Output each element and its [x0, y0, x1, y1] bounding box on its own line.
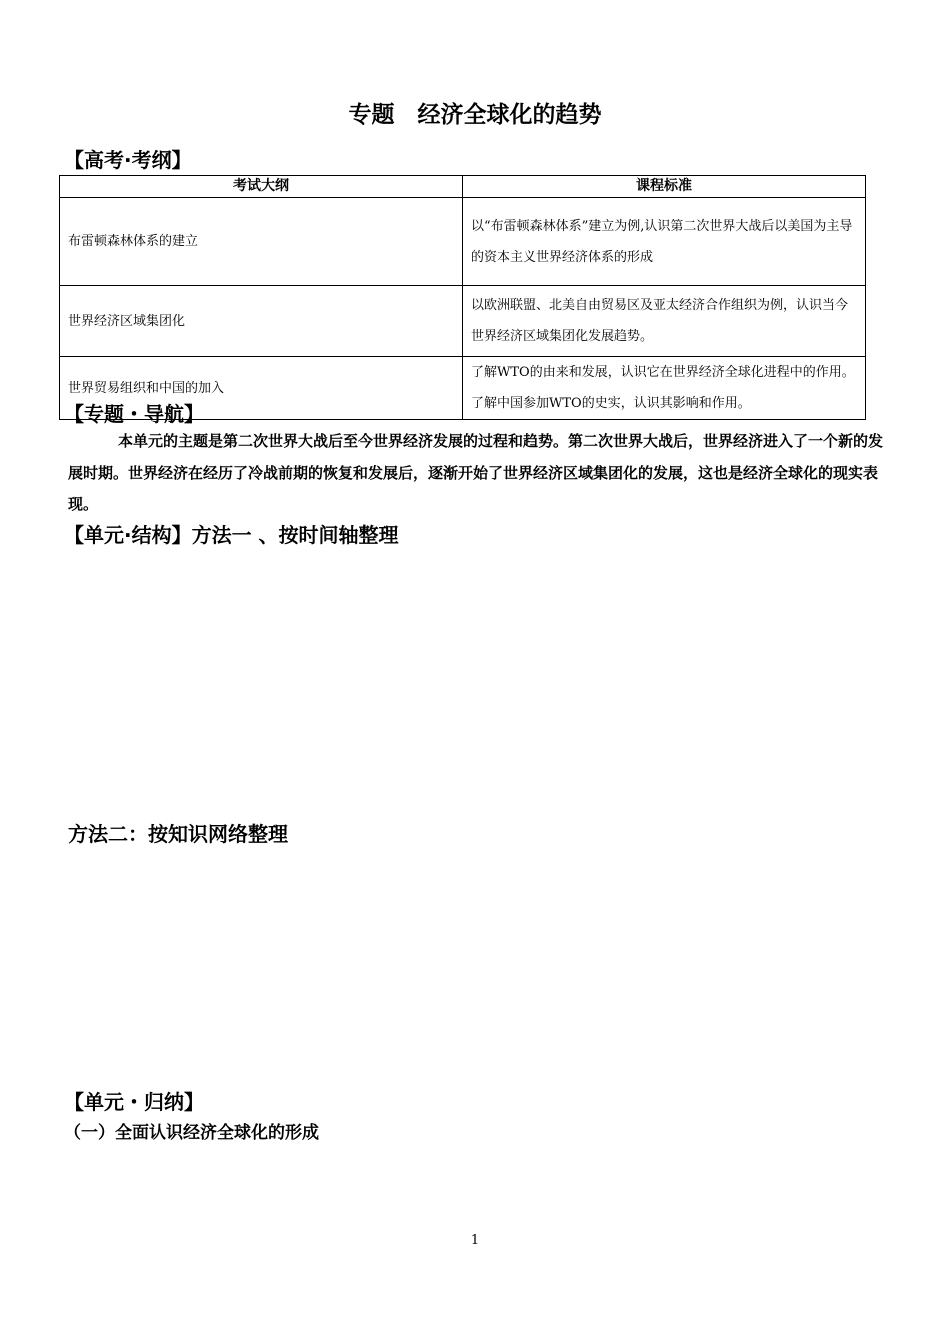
section-structure-heading: 【单元·结构】方法一 、按时间轴整理: [64, 523, 399, 547]
page-number: 1: [470, 1233, 480, 1248]
section-exam-outline-heading: 【高考·考纲】: [64, 148, 192, 172]
page-title: 专题 经济全球化的趋势: [348, 102, 602, 128]
table-row: [60, 198, 866, 286]
table-cell-outline: 世界贸易组织和中国的加入: [60, 357, 463, 420]
section-nav-heading: 【专题・导航】: [64, 402, 204, 426]
table-cell-standard: 以欧洲联盟、北美自由贸易区及亚太经济合作组织为例，认识当今世界经济区域集团化发展趋势。: [463, 286, 866, 357]
section-summary-heading: 【单元・归纳】: [64, 1090, 204, 1114]
method-two-heading: 方法二：按知识网络整理: [68, 822, 288, 846]
table-header-row: [60, 176, 866, 198]
table-cell-outline: 布雷顿森林体系的建立: [60, 198, 463, 286]
summary-item-heading: （一）全面认识经济全球化的形成: [64, 1123, 319, 1143]
table-header-cell: 考试大纲: [60, 176, 463, 198]
table-cell-standard: 了解WTO的由来和发展，认识它在世界经济全球化进程中的作用。了解中国参加WTO的史实，认识其影响和作用。: [463, 357, 866, 420]
table-cell-standard: 以“布雷顿森林体系”建立为例,认识第二次世界大战后以美国为主导的资本主义世界经济体系的形成: [463, 198, 866, 286]
nav-paragraph: 本单元的主题是第二次世界大战后至今世界经济发展的过程和趋势。第二次世界大战后，世界经济进入了一个新的发展时期。世界经济在经历了冷战前期的恢复和发展后，逐渐开始了世界经济区域集团化的发展，这也是经济全球化的现实表现。: [68, 432, 884, 513]
table-row: [60, 286, 866, 357]
table-cell-outline: 世界经济区域集团化: [60, 286, 463, 357]
table-header-cell: 课程标准: [463, 176, 866, 198]
exam-outline-table: [59, 175, 866, 420]
